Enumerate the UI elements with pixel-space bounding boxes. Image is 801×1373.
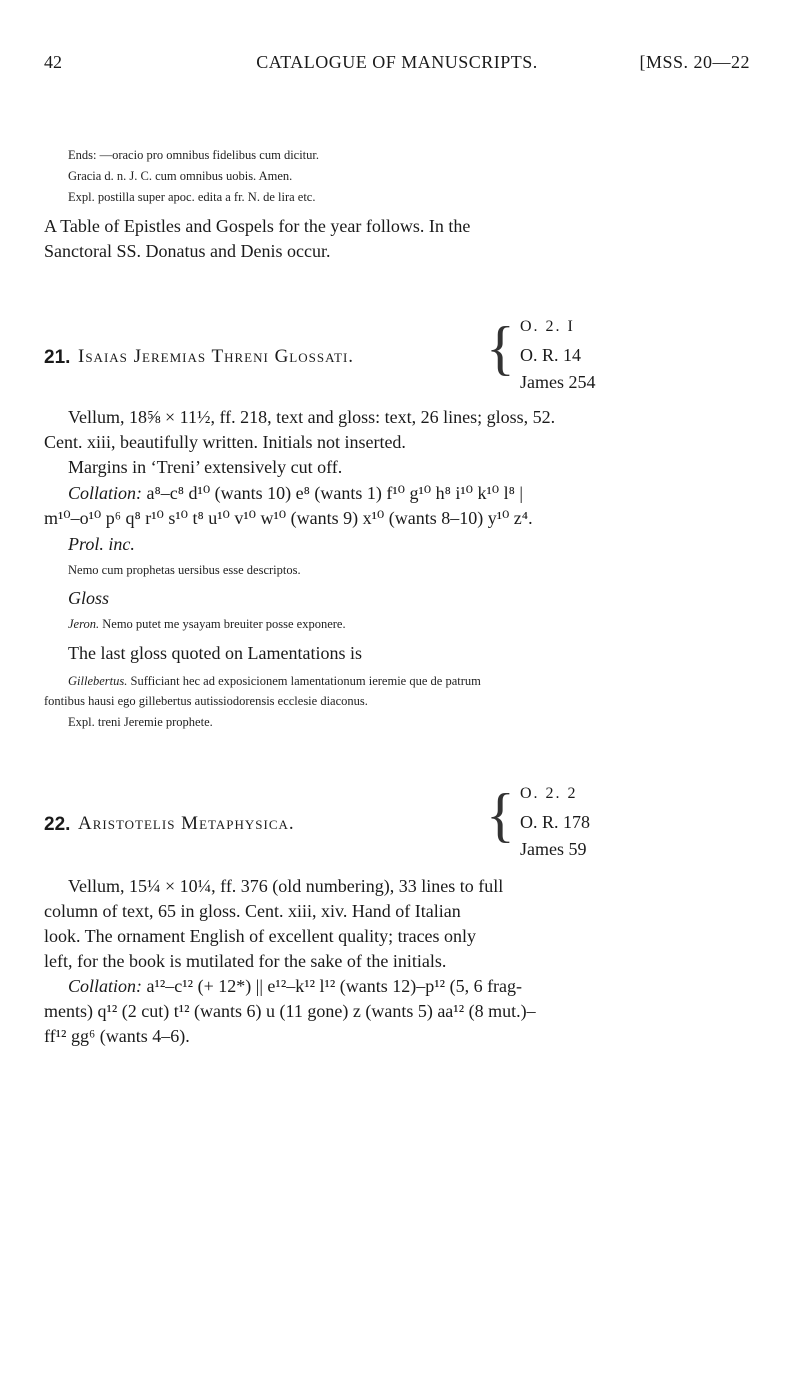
gloss-label: Gloss [68, 588, 110, 608]
shelfmark-or: O. R. 14 [520, 345, 582, 365]
collation-text: a⁸–c⁸ d¹⁰ (wants 10) e⁸ (wants 1) f¹⁰ g¹⁰ h⁸ i¹⁰ k¹⁰ l⁸ | [142, 483, 523, 503]
gloss-line [68, 617, 346, 632]
shelfmark-brace: { [486, 782, 515, 848]
page-number: 42 [44, 52, 62, 72]
gillebertus-label: Gillebertus. [68, 674, 128, 688]
description-line: left, for the book is mutilated for the sake of the initials. [44, 951, 447, 971]
description-line: Margins in ‘Treni’ extensively cut off. [68, 457, 343, 477]
collation-line: ff¹² gg⁶ (wants 4–6). [44, 1026, 190, 1046]
gillebertus-line [68, 674, 481, 689]
description-line: Cent. xiii, beautifully written. Initials not inserted. [44, 432, 406, 452]
shelfmark-james: James 254 [520, 372, 596, 392]
prol-text: Nemo cum prophetas uersibus esse descriptos. [68, 563, 301, 577]
running-title: CATALOGUE OF MANUSCRIPTS. [256, 52, 538, 72]
gloss-author: Jeron. [68, 617, 100, 631]
collation-label: Collation: [68, 483, 143, 503]
gillebertus-line: fontibus hausi ego gillebertus autissiodorensis ecclesie diaconus. [44, 694, 368, 708]
expl-line: Expl. treni Jeremie prophete. [68, 715, 213, 729]
entry-number: 21. [44, 347, 71, 368]
gracia-line: Gracia d. n. J. C. cum omnibus uobis. Amen. [68, 169, 293, 183]
entry-number: 22. [44, 814, 71, 835]
collation-line [68, 483, 523, 504]
entry-title: Isaias Jeremias Threni Glossati. [78, 346, 355, 367]
description-line: Vellum, 18⅝ × 11½, ff. 218, text and gloss: text, 26 lines; gloss, 52. [68, 407, 556, 427]
prol-label: Prol. inc. [68, 534, 135, 554]
gillebertus-text: Sufficiant hec ad exposicionem lamentationum ieremie que de patrum [127, 674, 481, 688]
description-line: Vellum, 15¼ × 10¼, ff. 376 (old numbering), 33 lines to full [68, 876, 504, 896]
shelfmark-brace: { [486, 315, 515, 381]
gloss-text: Nemo putet me ysayam breuiter posse exponere. [102, 617, 346, 631]
collation-line [68, 976, 522, 997]
table-note-line-1: A Table of Epistles and Gospels for the year follows. In the [44, 216, 471, 236]
entry-title: Aristotelis Metaphysica. [78, 813, 295, 834]
collation-line: m¹⁰–o¹⁰ p⁶ q⁸ r¹⁰ s¹⁰ t⁸ u¹⁰ v¹⁰ w¹⁰ (wants 9) x¹⁰ (wants 8–10) y¹⁰ z⁴. [44, 508, 533, 528]
ends-line: Ends: —oracio pro omnibus fidelibus cum dicitur. [68, 148, 320, 162]
table-note-line-2: Sanctoral SS. Donatus and Denis occur. [44, 241, 331, 261]
section-range: [MSS. 20—22 [639, 52, 750, 72]
last-gloss-line: The last gloss quoted on Lamentations is [68, 643, 362, 663]
expl-line: Expl. postilla super apoc. edita a fr. N. de lira etc. [68, 190, 316, 204]
description-line: look. The ornament English of excellent quality; traces only [44, 926, 477, 946]
description-line: column of text, 65 in gloss. Cent. xiii, xiv. Hand of Italian [44, 901, 461, 921]
shelfmark-james: James 59 [520, 839, 587, 859]
shelfmark-old: O. 2. 2 [520, 785, 578, 802]
collation-line: ments) q¹² (2 cut) t¹² (wants 6) u (11 gone) z (wants 5) aa¹² (8 mut.)– [44, 1001, 536, 1021]
collation-label: Collation: [68, 976, 143, 996]
collation-text: a¹²–c¹² (+ 12*) || e¹²–k¹² l¹² (wants 12)–p¹² (5, 6 frag- [142, 976, 523, 996]
shelfmark-or: O. R. 178 [520, 812, 591, 832]
shelfmark-old: O. 2. I [520, 318, 575, 335]
